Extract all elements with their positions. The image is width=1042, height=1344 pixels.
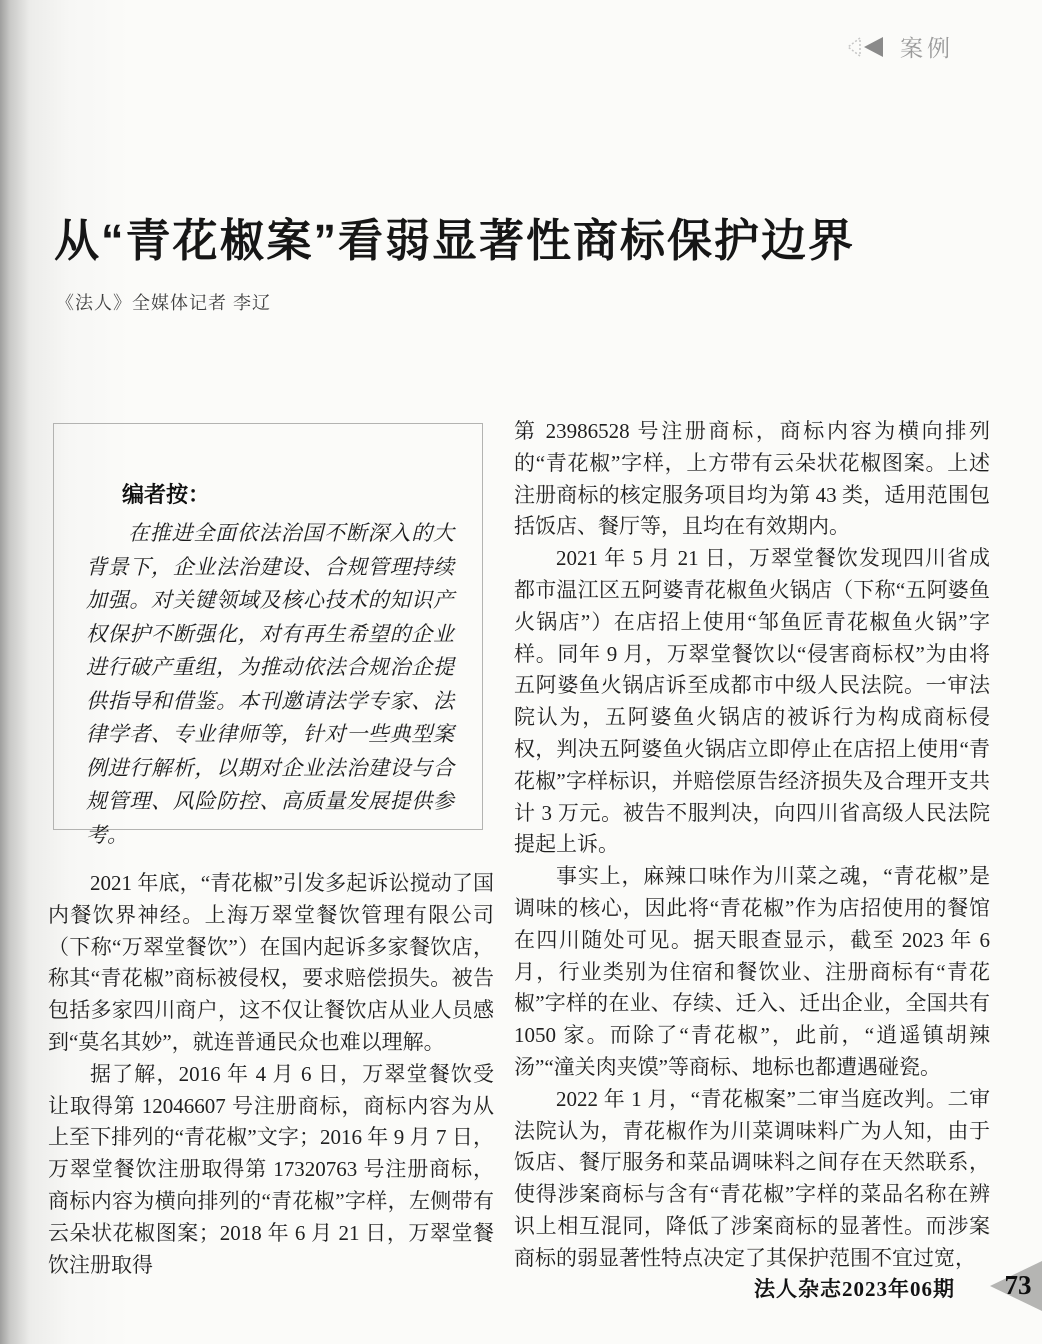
page-number: 73	[1004, 1270, 1032, 1300]
section-header	[845, 30, 954, 63]
double-left-arrow-icon	[845, 35, 887, 59]
body-paragraph: 2021 年 5 月 21 日，万翠堂餐饮发现四川省成都市温江区五阿婆青花椒鱼火锅店（下称“五阿婆鱼火锅店”）在店招上使用“邹鱼匠青花椒鱼火锅”字样。同年 9 月，万翠堂餐饮以“侵害商标权”为由将五阿婆鱼火锅店诉至成都市中级人民法院。一审法院认为，五阿婆鱼火锅店的被诉行为构成商标侵权，判决五阿婆鱼火锅店立即停止在店招上使用“青花椒”字样标识，并赔偿原告经济损失及合理开支共计 3 万元。被告不服判决，向四川省高级人民法院提起上诉。	[514, 546, 990, 857]
editor-note-body: 在推进全面依法治国不断深入的大背景下，企业法治建设、合规管理持续加强。对关键领域及核心技术的知识产权保护不断强化，对有再生希望的企业进行破产重组，为推动依法合规治企提供指导和借鉴。本刊邀请法学专家、法律学者、专业律师等，针对一些典型案例进行解析，以期对企业法治建设与合规管理、风险防控、高质量发展提供参考。	[86, 521, 454, 847]
body-paragraph: 据了解，2016 年 4 月 6 日，万翠堂餐饮受让取得第 12046607 号注册商标，商标内容为从上至下排列的“青花椒”文字；2016 年 9 月 7 日，万翠堂餐饮注册取得第 17320763 号注册商标，商标内容为横向排列的“青花椒”字样，左侧带有云朵状花椒图案；2018 年 6 月 21 日，万翠堂餐饮注册取得	[48, 1061, 494, 1277]
editor-note-heading: 编者按：	[122, 482, 211, 507]
article-byline: 《法人》全媒体记者 李辽	[56, 293, 271, 313]
right-column	[514, 416, 990, 1275]
body-paragraph: 2021 年底，“青花椒”引发多起诉讼搅动了国内餐饮界神经。上海万翠堂餐饮管理有限公司（下称“万翠堂餐饮”）在国内起诉多家餐饮店，称其“青花椒”商标被侵权，要求赔偿损失。被告包括多家四川商户，这不仅让餐饮店从业人员感到“莫名其妙”，就连普通民众也难以理解。	[48, 871, 494, 1054]
body-paragraph: 2022 年 1 月，“青花椒案”二审当庭改判。二审法院认为，青花椒作为川菜调味料广为人知，由于饭店、餐厅服务和菜品调味料之间存在天然联系，使得涉案商标与含有“青花椒”字样的菜品名称在辨识上相互混同，降低了涉案商标的显著性。而涉案商标的弱显著性特点决定了其保护范围不宜过宽，	[514, 1086, 990, 1270]
section-label: 案例	[900, 35, 954, 61]
body-paragraph: 事实上，麻辣口味作为川菜之魂，“青花椒”是调味的核心，因此将“青花椒”作为店招使用的餐馆在四川随处可见。据天眼查显示，截至 2023 年 6 月，行业类别为住宿和餐饮业、注册商标有“青花椒”字样的在业、存续、迁入、迁出企业，全国共有 1050 家。而除了“青花椒”，此前，“逍遥镇胡辣汤”“潼关肉夹馍”等商标、地标也都遭遇碰瓷。	[514, 864, 990, 1079]
editor-note-box	[53, 423, 483, 847]
body-paragraph: 第 23986528 号注册商标，商标内容为横向排列的“青花椒”字样，上方带有云朵状花椒图案。上述注册商标的核定服务项目均为第 43 类，适用范围包括饭店、餐厅等，且均在有效期内。	[514, 419, 990, 539]
left-column	[48, 868, 494, 1281]
journal-issue: 法人杂志2023年06期	[754, 1277, 955, 1301]
article-title: 从“青花椒案”看弱显著性商标保护边界	[54, 215, 856, 267]
